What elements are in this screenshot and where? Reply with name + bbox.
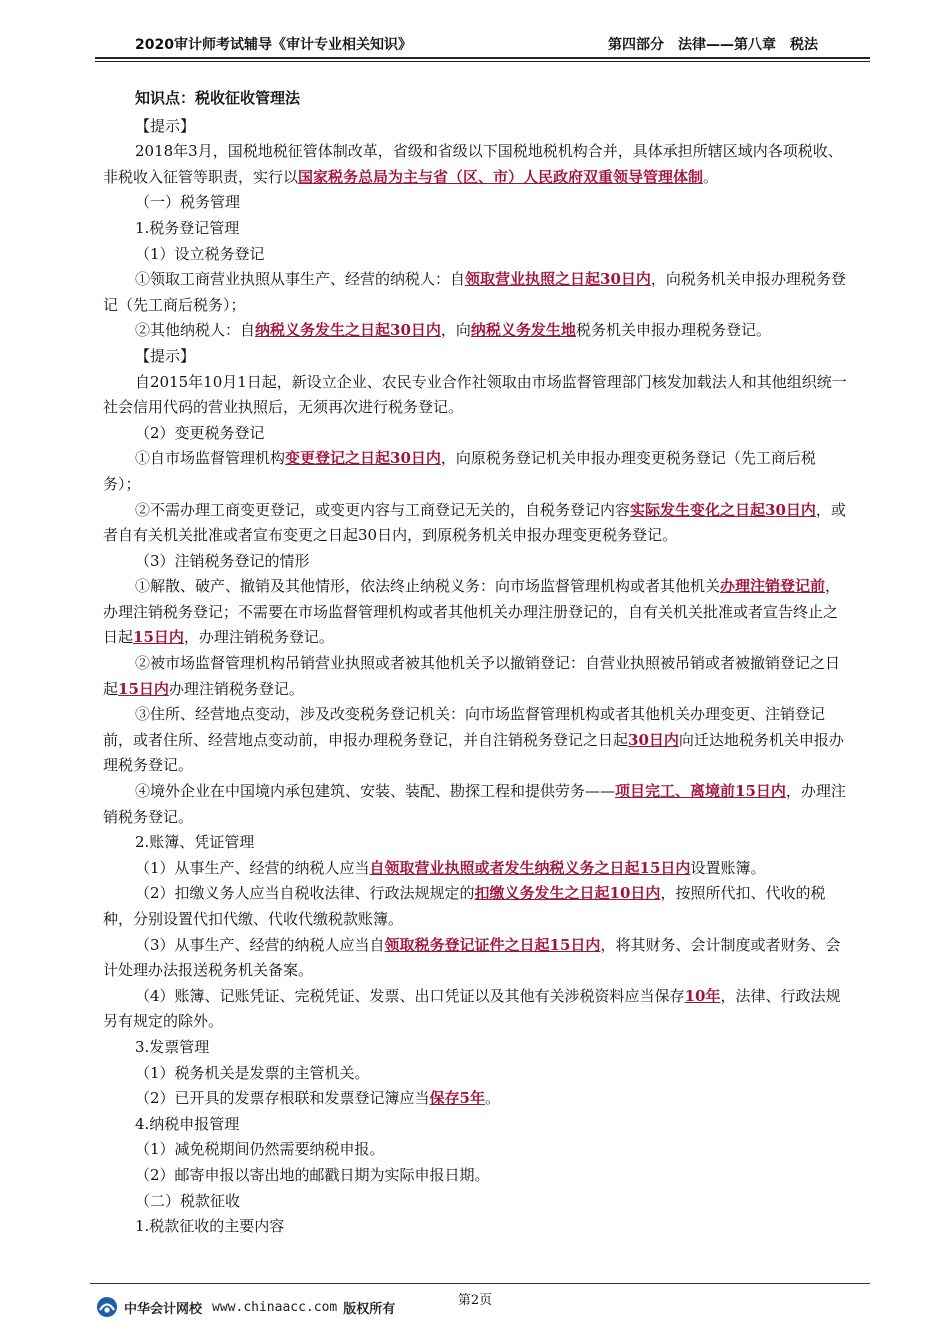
highlight-text: 扣缴义务发生之日起10日内 — [474, 884, 661, 903]
paragraph — [103, 830, 850, 856]
text-run: （2）邮寄申报以寄出地的邮戳日期为实际申报日期。 — [135, 1165, 490, 1184]
paragraph — [103, 651, 850, 702]
paragraph — [103, 421, 850, 447]
text-run: （3）注销税务登记的情形 — [135, 551, 310, 570]
text-run: ，办理注销税务登记。 — [183, 628, 334, 647]
text-run: ，向原税务登记机关申报办理变更税务登记（先工商后税务）； — [103, 449, 816, 493]
text-run: （1）从事生产、经营的纳税人应当 — [135, 858, 370, 877]
highlight-text: 实际发生变化之日起30日内 — [630, 500, 816, 519]
text-run: 4.纳税申报管理 — [135, 1114, 240, 1133]
chinaacc-logo-icon — [96, 1296, 118, 1318]
highlight-text: 保存5年 — [429, 1089, 485, 1108]
paragraph — [103, 242, 850, 268]
text-run: （3）从事生产、经营的纳税人应当自 — [135, 935, 385, 954]
text-run: 3.发票管理 — [135, 1037, 210, 1056]
text-run: 2.账簿、凭证管理 — [135, 833, 255, 852]
paragraph — [103, 1086, 850, 1112]
highlight-text: 变更登记之日起30日内 — [285, 449, 441, 468]
text-run: ③住所、经营地点变动，涉及改变税务登记机关：向市场监督管理机构或者其他机关办理变更、注销登记前，或者住所、经营地点变动前，申报办理税务登记，并自注销税务登记之日起 — [103, 705, 826, 749]
text-run: ②其他纳税人：自 — [135, 321, 256, 340]
paragraph — [103, 702, 850, 779]
text-run: ②被市场监督管理机构吊销营业执照或者被其他机关予以撤销登记：自营业执照被吊销或者被撤销登记之日起 — [103, 654, 841, 698]
text-run: 知识点：税收征收管理法 — [135, 89, 301, 107]
highlight-text: 15日内 — [118, 679, 169, 698]
footer-rule — [90, 1283, 870, 1284]
text-run: （4）账簿、记账凭证、完税凭证、发票、出口凭证以及其他有关涉税资料应当保存 — [135, 986, 685, 1005]
text-run: ，向 — [440, 321, 471, 340]
paragraph — [103, 370, 850, 421]
paragraph — [103, 1189, 850, 1215]
paragraph — [103, 779, 850, 830]
paragraph — [103, 446, 850, 497]
text-run: 设置账簿。 — [690, 858, 766, 877]
text-run: （2）已开具的发票存根联和发票登记簿应当 — [135, 1089, 430, 1108]
footer-brand: 中华会计网校 — [124, 1301, 203, 1317]
highlight-text: 项目完工、离境前15日内 — [615, 782, 786, 801]
paragraph — [103, 190, 850, 216]
paragraph — [103, 1163, 850, 1189]
paragraph — [103, 1214, 850, 1240]
text-run: ，将其财务、会计制度或者财务、会计处理办法报送税务机关备案。 — [103, 935, 841, 980]
header-rule-thin — [95, 61, 870, 62]
paragraph — [103, 881, 850, 932]
paragraph — [103, 1112, 850, 1138]
text-run: 。 — [703, 167, 719, 186]
highlight-text: 30日内 — [628, 730, 679, 749]
text-run: 1.税务登记管理 — [135, 218, 240, 237]
text-run: 办理注销税务登记。 — [168, 679, 304, 698]
text-run: （1）设立税务登记 — [135, 244, 265, 263]
text-run: ，或者自有关机关批准或者宣布变更之日起30日内，到原税务机关申报办理变更税务登记。 — [103, 500, 846, 545]
highlight-text: 办理注销登记前 — [720, 577, 826, 596]
paragraph — [103, 1137, 850, 1163]
text-run: 税务机关申报办理税务登记。 — [575, 321, 771, 340]
text-run: 1.税款征收的主要内容 — [135, 1217, 285, 1236]
highlight-text: 国家税务总局为主与省（区、市）人民政府双重领导管理体制 — [298, 167, 704, 186]
header-rule-thick — [95, 57, 870, 59]
footer-url[interactable]: www.chinaacc.com — [212, 1299, 338, 1315]
text-run: （二）税款征收 — [135, 1191, 241, 1210]
paragraph — [103, 139, 850, 190]
text-run: （2）变更税务登记 — [135, 423, 265, 442]
text-run: ，办理注销税务登记；不需要在市场监督管理机构或者其他机关办理注册登记的，自有关机关批准或者宣告终止之日起 — [103, 577, 841, 647]
header-right: 第四部分 法律——第八章 税法 — [608, 37, 818, 53]
text-run: ②不需办理工商变更登记，或变更内容与工商登记无关的，自税务登记内容 — [135, 500, 631, 519]
highlight-text: 领取税务登记证件之日起15日内 — [384, 935, 601, 954]
text-run: 。 — [484, 1089, 500, 1108]
paragraph — [103, 856, 850, 882]
highlight-text: 自领取营业执照或者发生纳税义务之日起15日内 — [369, 858, 691, 877]
text-run: （1）减免税期间仍然需要纳税申报。 — [135, 1140, 385, 1159]
paragraph — [103, 549, 850, 575]
highlight-text: 15日内 — [133, 628, 184, 647]
paragraph — [103, 344, 850, 370]
text-run: ①领取工商营业执照从事生产、经营的纳税人：自 — [135, 270, 466, 289]
paragraph — [103, 318, 850, 344]
text-run: 2018年3月，国税地税征管体制改革，省级和省级以下国税地税机构合并，具体承担所辖区域内各项税收、非税收入征管等职责，实行以 — [103, 142, 843, 186]
paragraph — [103, 1061, 850, 1087]
paragraph — [103, 267, 850, 318]
text-run: 自2015年10月1日起，新设立企业、农民专业合作社领取由市场监督管理部门核发加载法人和其他组织统一社会信用代码的营业执照后，无须再次进行税务登记。 — [103, 372, 847, 417]
text-run: 【提示】 — [135, 116, 196, 135]
header-left: 2020审计师考试辅导《审计专业相关知识》 — [135, 37, 412, 53]
text-run: 向迁达地税务机关申报办理税务登记。 — [103, 730, 844, 775]
highlight-text: 纳税义务发生地 — [470, 321, 576, 340]
text-run: ，法律、行政法规另有规定的除外。 — [103, 986, 841, 1031]
paragraph — [103, 984, 850, 1035]
document-body — [103, 86, 850, 1240]
paragraph — [103, 933, 850, 984]
text-run: ，按照所代扣、代收的税种，分别设置代扣代缴、代收代缴税款账簿。 — [103, 884, 826, 928]
page-number: 第2页 — [457, 1293, 493, 1308]
page-header — [95, 34, 870, 56]
text-run: ④境外企业在中国境内承包建筑、安装、装配、勘探工程和提供劳务—— — [135, 782, 616, 801]
highlight-text: 领取营业执照之日起30日内 — [465, 270, 651, 289]
paragraph — [103, 574, 850, 651]
text-run: （一）税务管理 — [135, 193, 241, 212]
text-run: ，办理注销税务登记。 — [103, 782, 846, 826]
highlight-text: 纳税义务发生之日起30日内 — [255, 321, 441, 340]
section-title — [103, 86, 850, 112]
highlight-text: 10年 — [684, 986, 721, 1005]
paragraph — [103, 498, 850, 549]
text-run: 【提示】 — [135, 346, 196, 365]
text-run: （2）扣缴义务人应当自税收法律、行政法规规定的 — [135, 884, 475, 903]
paragraph — [103, 1035, 850, 1061]
text-run: ，向税务机关申报办理税务登记（先工商后税务）； — [103, 270, 846, 314]
text-run: （1）税务机关是发票的主管机关。 — [135, 1063, 370, 1082]
paragraph — [103, 114, 850, 140]
page-footer — [96, 1294, 395, 1320]
text-run: ①自市场监督管理机构 — [135, 449, 286, 468]
paragraph — [103, 216, 850, 242]
text-run: ①解散、破产、撤销及其他情形，依法终止纳税义务：向市场监督管理机构或者其他机关 — [135, 577, 721, 596]
footer-rights: 版权所有 — [343, 1301, 396, 1317]
